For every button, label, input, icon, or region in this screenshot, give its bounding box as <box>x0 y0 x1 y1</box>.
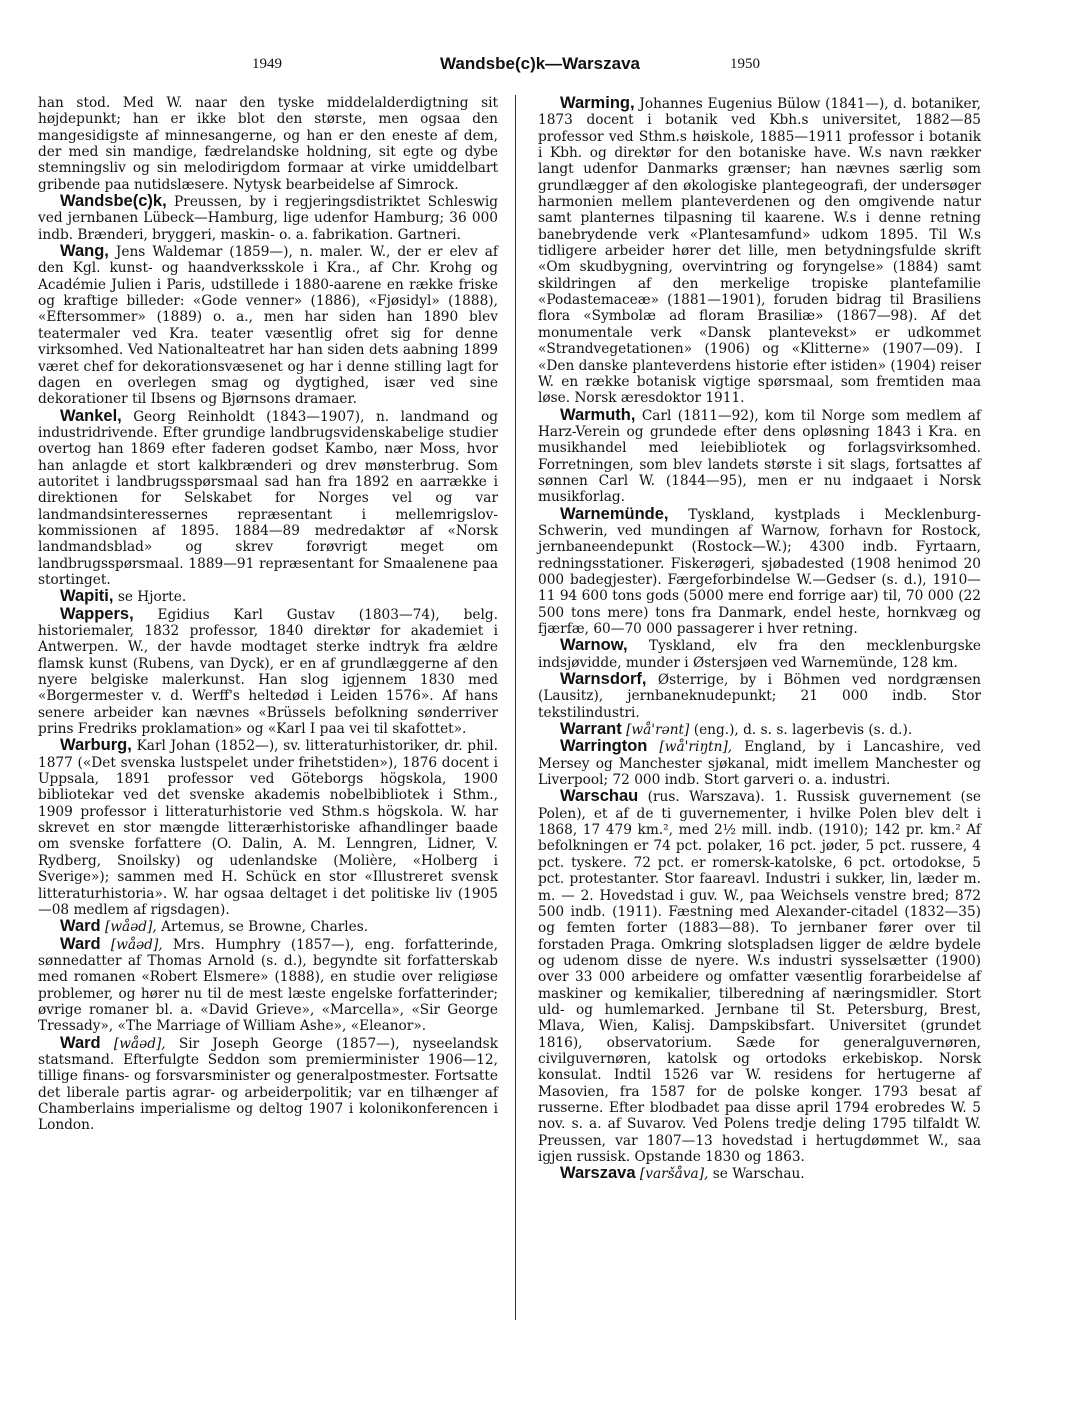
pronunciation: [wåəd], <box>100 936 163 953</box>
entry-wang: Wang, Jens Waldemar (1859—), n. maler. W., der er elev af den Kgl. kunst- og haandverksskole i Kra., af Chr. Krohg og Académie Julien i Paris, udstillede i 1880-aarene en række friske og kraftige billeder: «Gode venner» (1886), «Fjøsidyl» (1888), «Eftersommer» (1889) o. a., men har siden han 1890 blev teatermaler ved Kra. teater væsentlig ofret sig for denne virksomhed. Ved Nationalteatret har han siden dets aabning 1899 været chef for dekorationsvæsenet og har i denne stilling lagt for dagen en overlegen smag og dygtighed, især ved sine dekorationer til Ibsens og Bjørnsons dramaer. <box>38 242 498 408</box>
entry-warnow: Warnow, Tyskland, elv fra den mecklenburgske indsjøvidde, munder i Østersjøen ved Warnemünde, 128 km. <box>538 636 981 671</box>
entry-wapiti: Wapiti, se Hjorte. <box>60 587 187 606</box>
headword: Wandsbe(c)k, <box>60 192 167 211</box>
entry-warrington: Warrington [wå'riŋtn], England, by i Lancashire, ved Mersey og Manchester sjøkanal, midt imellem Manchester og Liverpool; 72 000 indb. Stort garveri o. a. industri. <box>538 737 982 789</box>
headword: Wappers, <box>60 604 134 623</box>
headword: Wapiti, <box>60 587 114 606</box>
entry-warnemunde: Warnemünde, Tyskland, kystplads i Mecklenburg-Schwerin, ved mundingen af Warnow, forhavn for Rostock, jernbaneendepunkt (Rostock—W.); 4300 indb. Fyrtaarn, redningsstationer. Fiskerøgeri, sjøbadested (1908 henimod 20 000 badegjester). Færgeforbindelse W.—Gedser (s. d.), 1910—11 94 600 tons gods (5000 mere end forrige aar) til, 70 000 (22 500 tons mere) tons fra Danmark, endel heste, hornkvæg og fjærfæ, 60—70 000 passagerer i hver retning. <box>538 504 981 637</box>
headword: Wang, <box>60 242 109 261</box>
headword: Warschau <box>560 787 639 806</box>
headword: Warszava <box>560 1164 636 1183</box>
pronunciation: [wå'riŋtn], <box>647 739 733 756</box>
page-header <box>0 54 1080 78</box>
entry-ward-artemus: Ward [wåəd], Artemus, se Browne, Charles. <box>60 917 369 936</box>
entry-wappers: Wappers, Egidius Karl Gustav (1803—74), belg. historiemaler, 1832 professor, 1840 direktør for akademiet i Antwerpen. W., der havde modtaget sterke indtryk fra ældre flamsk kunst (Rubens, van Dyck), er en af grundlæggerne af den nyere belgiske malerkunst. Han slog igjennem 1830 med «Borgermester v. d. Werff's heltedød i Leiden 1576». Af hans senere arbeider kan nævnes «Brüssels befolkning sønderriver prins Fredriks proklamation» og «Karl I paa vei til skafottet». <box>38 604 498 738</box>
headword: Warrington <box>560 737 648 756</box>
entry-warrant: Warrant [wå'rənt] (eng.), d. s. s. lagerbevis (s. d.). <box>560 720 913 739</box>
column-divider <box>515 95 516 1320</box>
left-column <box>38 95 498 1134</box>
headword: Ward <box>60 1033 101 1052</box>
entry-continuation: han stod. Med W. naar den tyske middelalderdigtning sit højdepunkt; han er ikke blot den største, men ogsaa den mangesidigste af minnesangerne, og han er den eneste af dem, der med sin mandige, fædrelandske holdning, sit egte og dybe stemningsliv og sin melodirigdom formaar at virke umiddelbart gribende paa nutidslæsere. Nytysk bearbeidelse af Simrock. <box>38 95 498 193</box>
headword: Warnow, <box>560 636 628 655</box>
entry-wankel: Wankel, Georg Reinholdt (1843—1907), n. landmand og industridrivende. Efter grundige landbrugsvidenskabelige studier overtog han 1869 efter faderen godset Kambo, nær Moss, hvor han anlagde et stort kalkbrænderi og drev mønsterbrug. Som autoritet i landbrugsspørsmaal sad han fra 1892 en aarrække i direktionen for Selskabet for Norges vel og var landmandsinteressernes repræsentant i mellemrigslov-kommissionen af 1895. 1884—89 medredaktør af «Norsk landmandsblad» og skrev forøvrigt meget om landbrugsspørsmaal. 1889—91 repræsentant for Smaalenene paa stortinget. <box>38 406 498 588</box>
entry-warming: Warming, Johannes Eugenius Bülow (1841—), d. botaniker, 1873 docent i botanik ved Kbh.s universitet, 1882—85 professor ved Sthm.s høiskole, 1885—1911 professor i botanik i Kbh. og direktør for den botaniske have. W.s navn rækker langt udenfor Danmarks grænser; han nævnes særlig som grundlægger af den økologiske plantegeografi, der undersøger harmonien mellem planteverdenen og den omgivende natur samt planternes tilpasning til kaarene. W.s i denne retning banebrydende verk «Plantesamfund» udkom 1895. Til W.s tidligere arbeider hører det lille, men betydningsfulde skrift «Om skudbygning, overvintring og foryngelse» (1884) samt skildringen af den merkelige tropiske plantefamilie «Podastemaceæ» (1881—1901), foruden bidrag til Brasiliens flora «Symbolæ ad floram Brasiliæ» (1867—98). Af det monumentale verk «Dansk plantevekst» er udkommet «Strandvegetationen» (1906) og «Klitterne» (1907—09). I «Den danske planteverdens historie efter istiden» (1904) reiser W. en række botanisk vigtige spørsmaal, som fremtiden maa løse. Norsk æresdoktor 1911. <box>538 94 981 407</box>
headword: Warrant <box>560 720 622 739</box>
entry-ward-joseph: Ward [wåəd], Sir Joseph George (1857—), nyseelandsk statsmand. Efterfulgte Seddon som premierminister 1906—12, tillige finans- og forsvarsminister og generalpostmester. Fortsatte det liberale partis agrar- og arbeiderpolitik; var en tilhænger af Chamberlains imperialisme og deltog 1907 i kolonikonferencen i London. <box>38 1033 499 1134</box>
page-number-right: 1950 <box>730 56 760 72</box>
running-title: Wandsbe(c)k—Warszava <box>440 54 640 73</box>
headword: Warnemünde, <box>560 504 669 523</box>
right-column <box>538 95 981 1183</box>
entry-warburg: Warburg, Karl Johan (1852—), sv. litteraturhistoriker, dr. phil. 1877 («Det svenska lustspelet under frihetstiden»), 1876 docent i Uppsala, 1891 professor ved Göteborgs högskola, 1900 bibliotekar ved det svenske akademis nobelbibliotek i Sthm., 1909 professor i litteraturhistorie ved Sthm.s högskola. W. har skrevet en stor mængde litterærhistoriske afhandlinger baade om svenske forfattere (O. Dalin, A. M. Lenngren, Lidner, V. Rydberg, Snoilsky) og udenlandske (Molière, «Holberg i Sverige»); sammen med H. Schück en stor «Illustreret svensk litteraturhistoria». W. har ogsaa deltaget i det politiske liv (1905—08 medlem af rigsdagen). <box>38 736 498 918</box>
entry-ward-humphry: Ward [wåəd], Mrs. Humphry (1857—), eng. forfatterinde, sønnedatter af Thomas Arnold (s. d.), begyndte sit forfatterskab med romanen «Robert Elsmere» (1888), en studie over religiøse problemer, og hører nu til de mest læste engelske forfatterinder; øvrige romaner bl. a. «David Grieve», «Marcella», «Sir George Tressady», «The Marriage of William Ashe», «Eleanor». <box>38 934 498 1035</box>
headword: Warmuth, <box>560 405 636 424</box>
entry-warmuth: Warmuth, Carl (1811—92), kom til Norge som medlem af Harz-Verein og grundede efter dens opløsning 1843 i Kra. en musikhandel med leiebibliotek og forlagsvirksomhed. Forretningen, som blev landets største i sit slags, fortsattes af sønnen Carl W. (1844—95), men er nu indgaaet i Norsk musikforlag. <box>538 405 981 506</box>
headword: Ward <box>60 934 101 953</box>
pronunciation: [wåəd], <box>100 919 157 936</box>
headword: Wankel, <box>60 406 122 425</box>
headword: Warnsdorf, <box>560 670 647 689</box>
entry-warszava: Warszava [varšåva], se Warschau. <box>560 1164 805 1183</box>
entry-warnsdorf: Warnsdorf, Østerrige, by i Böhmen ved nordgrænsen (Lausitz), jernbaneknudepunkt; 21 000 indb. Stor tekstilindustri. <box>538 670 981 721</box>
pronunciation: [wå'rənt] <box>621 722 690 739</box>
entry-warschau: Warschau (rus. Warszava). 1. Russisk guvernement (se Polen), et af de ti guvernementer, i hvilke Polen blev delt i 1868, 17 479 km.², med 2½ mill. indb. (1910); 142 pr. km.² Af befolkningen er 74 pct. polaker, 16 pct. jøder, 5 pct. russere, 4 pct. tyskere. 72 pct. er romersk-katolske, 6 pct. ortodokse, 5 pct. protestanter. Stor faareavl. Industri i sukker, lin, læder m. m. — 2. Hovedstad i guv. W., paa Weichsels venstre bred; 872 500 indb. (1911). Fæstning med Alexander-citadel (1832—35) og femten forter (1883—88). To jernbaner fører over til forstaden Praga. Omkring slotspladsen ligger de ældre bydele og udenom disse de nyere. W.s industri sysselsætter (1900) over 33 000 arbeidere og omfatter væsentlig forarbeidelse af maskiner og kemikalier, tilberedning af næringsmidler. Stort uld- og humlemarked. Jernbane til St. Petersburg, Brest, Mlava, Wien, Kalisj. Dampskibsfart. Universitet (grundet 1816), observatorium. Sæde for generalguvernøren, civilguvernøren, katolsk og ortodoks erkebiskop. Norsk konsulat. Indtil 1526 var W. residens for hertugerne af Masovien, fra 1587 for de polske konger. 1793 besat af russerne. Efter blodbadet paa disse april 1794 erobredes W. 5 nov. s. a. af Suvarov. Ved Polens tredje deling 1795 tilfaldt W. Preussen, var 1807—13 hovedstad i hertugdømmet W., saa igjen russisk. Opstande 1830 og 1863. <box>538 787 981 1165</box>
headword: Warming, <box>560 94 635 112</box>
entry-wandsbeck: Wandsbe(c)k, Preussen, by i regjeringsdistriktet Schleswig ved jernbanen Lübeck—Hamburg, lige udenfor Hamburg; 36 000 indb. Brænderi, bryggeri, maskin- o. a. fabrikation. Gartneri. <box>38 192 498 243</box>
pronunciation: [wåəd], <box>100 1035 166 1052</box>
headword: Warburg, <box>60 736 132 755</box>
headword: Ward <box>60 917 101 936</box>
pronunciation: [varšåva], <box>635 1166 709 1183</box>
page-number-left: 1949 <box>252 56 282 72</box>
